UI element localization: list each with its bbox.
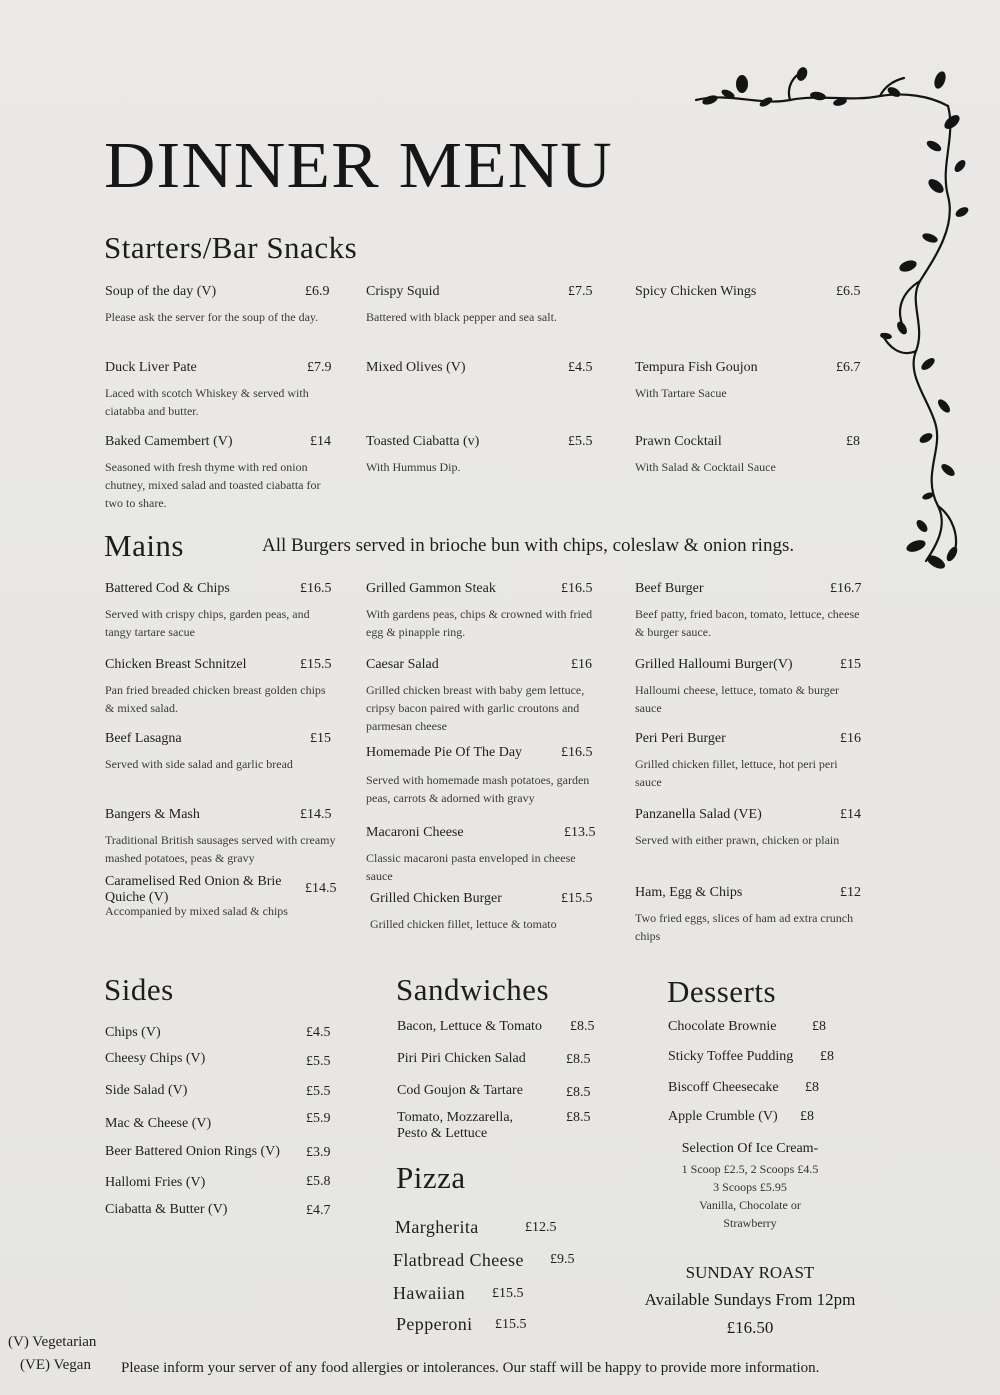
sandwich-item-price: £8.5 [566, 1110, 591, 1125]
starter-item-name: Soup of the day (V) [105, 284, 217, 299]
sides-heading: Sides [104, 972, 174, 1007]
mains-item [366, 745, 594, 807]
mains-item-name: Battered Cod & Chips [105, 581, 230, 596]
starter-item-description: With Salad & Cocktail Sauce [635, 460, 776, 474]
mains-item [635, 807, 863, 849]
sunday-roast-availability: Available Sundays From 12pm [644, 1290, 856, 1309]
pizza-item-price: £15.5 [492, 1286, 524, 1301]
mains-item-price: £16.5 [561, 745, 593, 760]
starter-item [635, 360, 863, 402]
starter-item-price: £4.5 [568, 360, 593, 375]
starter-item-price: £5.5 [568, 434, 593, 449]
starter-item-price: £8 [846, 434, 860, 449]
starter-item-price: £14 [310, 434, 331, 449]
sandwich-item-name: Piri Piri Chicken Salad [397, 1051, 526, 1066]
starter-item-name: Tempura Fish Goujon [635, 360, 758, 375]
mains-item-price: £15.5 [300, 657, 332, 672]
mains-item [105, 807, 337, 867]
pizza-item-price: £12.5 [525, 1220, 557, 1235]
mains-item-name: Beef Lasagna [105, 731, 182, 746]
mains-item [370, 891, 598, 933]
dessert-item-price: £8 [812, 1019, 826, 1034]
mains-item [105, 657, 337, 717]
mains-item-price: £14 [840, 807, 861, 822]
sandwiches-heading: Sandwiches [396, 972, 550, 1007]
mains-item-price: £16.5 [561, 581, 593, 596]
mains-item-name: Panzanella Salad (VE) [635, 807, 762, 822]
floral-vine-icon [690, 66, 980, 586]
starters-heading: Starters/Bar Snacks [104, 230, 358, 265]
starter-item-description: With Tartare Sacue [635, 386, 727, 400]
desserts-heading: Desserts [667, 974, 777, 1009]
mains-item [366, 825, 598, 885]
starter-item-description: With Hummus Dip. [366, 460, 461, 474]
starter-item [635, 284, 863, 300]
mains-item-name: Caramelised Red Onion & Brie Quiche (V) [105, 874, 282, 905]
pizza-item-name: Hawaiian [393, 1283, 466, 1303]
starter-item [105, 360, 333, 420]
mains-item-name: Beef Burger [635, 581, 704, 596]
mains-item [366, 581, 594, 641]
mains-item-description: Served with crispy chips, garden peas, and tangy tartare sacue [105, 607, 310, 639]
ice-cream-line-4: Strawberry [723, 1216, 777, 1230]
mains-item [105, 874, 337, 920]
mains-item [635, 581, 863, 641]
ice-cream-line-3: Vanilla, Chocolate or [699, 1198, 801, 1212]
mains-item-price: £14.5 [300, 807, 332, 822]
mains-item-name: Bangers & Mash [105, 807, 200, 822]
starter-item [105, 434, 333, 512]
starter-item-description: Laced with scotch Whiskey & served with ciatabba and butter. [105, 386, 309, 418]
mains-item [105, 581, 337, 641]
legend-vegetarian: (V) Vegetarian [8, 1334, 97, 1350]
mains-item-description: Grilled chicken fillet, lettuce & tomato [370, 917, 557, 931]
pizza-item-name: Pepperoni [396, 1314, 473, 1334]
mains-item-description: Served with side salad and garlic bread [105, 757, 293, 771]
sunday-roast-price: £16.50 [726, 1318, 774, 1337]
mains-item-name: Chicken Breast Schnitzel [105, 657, 247, 672]
starter-item-description: Seasoned with fresh thyme with red onion chutney, mixed salad and toasted ciabatta for two to share. [105, 460, 321, 510]
starter-item-price: £7.5 [568, 284, 593, 299]
mains-item-description: Grilled chicken fillet, lettuce, hot peri peri sauce [635, 757, 838, 789]
starter-item-description: Please ask the server for the soup of the day. [105, 310, 319, 324]
dessert-item-price: £8 [800, 1109, 814, 1124]
mains-item-name: Grilled Halloumi Burger(V) [635, 657, 793, 672]
starter-item [105, 284, 333, 326]
mains-item-description: Halloumi cheese, lettuce, tomato & burger sauce [635, 683, 840, 715]
sandwich-item-price: £8.5 [566, 1085, 591, 1100]
mains-item-price: £15 [310, 731, 331, 746]
pizza-item-price: £15.5 [495, 1317, 527, 1332]
mains-item-description: Two fried eggs, slices of ham ad extra crunch chips [635, 911, 854, 943]
pizza-heading: Pizza [396, 1160, 466, 1195]
mains-item-description: With gardens peas, chips & crowned with fried egg & pinapple ring. [366, 607, 593, 639]
mains-item [105, 731, 337, 773]
starter-item-price: £6.9 [305, 284, 330, 299]
mains-item-price: £12 [840, 885, 861, 900]
side-item-name: Beer Battered Onion Rings (V) [105, 1144, 280, 1159]
ice-cream-line-1: 1 Scoop £2.5, 2 Scoops £4.5 [681, 1162, 819, 1176]
mains-item-description: Traditional British sausages served with creamy mashed potatoes, peas & gravy [105, 833, 336, 865]
sandwich-item-price: £8.5 [566, 1052, 591, 1067]
mains-item-description: Served with homemade mash potatoes, garden peas, carrots & adorned with gravy [366, 773, 590, 805]
sandwich-item-name: Bacon, Lettuce & Tomato [397, 1019, 542, 1034]
mains-item-price: £14.5 [305, 881, 337, 896]
mains-item [635, 731, 863, 791]
sandwich-item-name: Tomato, Mozzarella, Pesto & Lettuce [397, 1110, 514, 1141]
side-item-name: Ciabatta & Butter (V) [105, 1202, 228, 1217]
mains-item-name: Grilled Gammon Steak [366, 581, 496, 596]
starter-item-name: Duck Liver Pate [105, 360, 197, 375]
pizza-item-name: Margherita [395, 1217, 479, 1237]
mains-heading: Mains [104, 528, 184, 563]
sunday-roast-title: SUNDAY ROAST [685, 1263, 815, 1282]
ice-cream-title: Selection Of Ice Cream- [681, 1141, 819, 1156]
page-title: DINNER MENU [104, 129, 613, 202]
starter-item [366, 434, 594, 476]
legend-vegan: (VE) Vegan [20, 1357, 91, 1373]
mains-item-name: Grilled Chicken Burger [370, 891, 502, 906]
pizza-item-name: Flatbread Cheese [393, 1250, 524, 1270]
starter-item-name: Crispy Squid [366, 284, 440, 299]
starter-item-name: Prawn Cocktail [635, 434, 722, 449]
mains-item-description: Served with either prawn, chicken or plain [635, 833, 840, 847]
mains-item-name: Homemade Pie Of The Day [366, 745, 523, 760]
side-item-name: Cheesy Chips (V) [105, 1051, 206, 1066]
starter-item-name: Spicy Chicken Wings [635, 284, 757, 299]
mains-item [635, 885, 863, 945]
starter-item-price: £7.9 [307, 360, 332, 375]
mains-item-description: Accompanied by mixed salad & chips [105, 904, 288, 918]
side-item-name: Mac & Cheese (V) [105, 1116, 212, 1131]
side-item-name: Chips (V) [105, 1025, 161, 1040]
starter-item-price: £6.7 [836, 360, 861, 375]
starter-item-name: Mixed Olives (V) [366, 360, 466, 375]
mains-item-price: £13.5 [564, 825, 596, 840]
sandwich-item-name: Cod Goujon & Tartare [397, 1083, 523, 1098]
dessert-item-name: Sticky Toffee Pudding [668, 1049, 794, 1064]
mains-item-name: Ham, Egg & Chips [635, 885, 743, 900]
mains-item-price: £15.5 [561, 891, 593, 906]
side-item-price: £3.9 [306, 1145, 331, 1160]
mains-item-name: Caesar Salad [366, 657, 439, 672]
ice-cream-line-2: 3 Scoops £5.95 [713, 1180, 787, 1194]
mains-item-price: £16 [840, 731, 861, 746]
starter-item [366, 360, 594, 376]
mains-item-name: Peri Peri Burger [635, 731, 726, 746]
dessert-item-name: Apple Crumble (V) [668, 1109, 778, 1124]
mains-item [366, 657, 594, 735]
side-item-name: Hallomi Fries (V) [105, 1175, 206, 1190]
mains-item-description: Beef patty, fried bacon, tomato, lettuce, cheese & burger sauce. [635, 607, 860, 639]
side-item-price: £4.5 [306, 1025, 331, 1040]
side-item-price: £5.5 [306, 1084, 331, 1099]
starter-item-description: Battered with black pepper and sea salt. [366, 310, 557, 324]
mains-item-name: Macaroni Cheese [366, 825, 464, 840]
side-item-name: Side Salad (V) [105, 1083, 188, 1098]
mains-item [635, 657, 863, 717]
mains-item-price: £16.5 [300, 581, 332, 596]
side-item-price: £5.9 [306, 1111, 331, 1126]
dessert-item-price: £8 [820, 1049, 834, 1064]
starter-item [635, 434, 863, 476]
mains-item-price: £16 [571, 657, 592, 672]
sandwich-item-price: £8.5 [570, 1019, 595, 1034]
mains-item-price: £15 [840, 657, 861, 672]
side-item-price: £5.8 [306, 1174, 331, 1189]
mains-item-description: Classic macaroni pasta enveloped in cheese sauce [366, 851, 576, 883]
allergy-footer-note: Please inform your server of any food allergies or intolerances. Our staff will be happy to provide more information. [121, 1360, 820, 1376]
starter-item-name: Toasted Ciabatta (v) [366, 434, 480, 449]
side-item-price: £4.7 [306, 1203, 331, 1218]
mains-item-description: Pan fried breaded chicken breast golden chips & mixed salad. [105, 683, 326, 715]
starter-item-name: Baked Camembert (V) [105, 434, 233, 449]
side-item-price: £5.5 [306, 1054, 331, 1069]
dessert-item-name: Biscoff Cheesecake [668, 1080, 779, 1095]
mains-item-price: £16.7 [830, 581, 862, 596]
dessert-item-name: Chocolate Brownie [668, 1019, 777, 1034]
starter-item-price: £6.5 [836, 284, 861, 299]
mains-item-description: Grilled chicken breast with baby gem lettuce, cripsy bacon paired with garlic croutons and parmesan cheese [366, 683, 585, 733]
mains-burger-note: All Burgers served in brioche bun with chips, coleslaw & onion rings. [262, 535, 795, 556]
pizza-item-price: £9.5 [550, 1252, 575, 1267]
dessert-item-price: £8 [805, 1080, 819, 1095]
starter-item [366, 284, 594, 326]
